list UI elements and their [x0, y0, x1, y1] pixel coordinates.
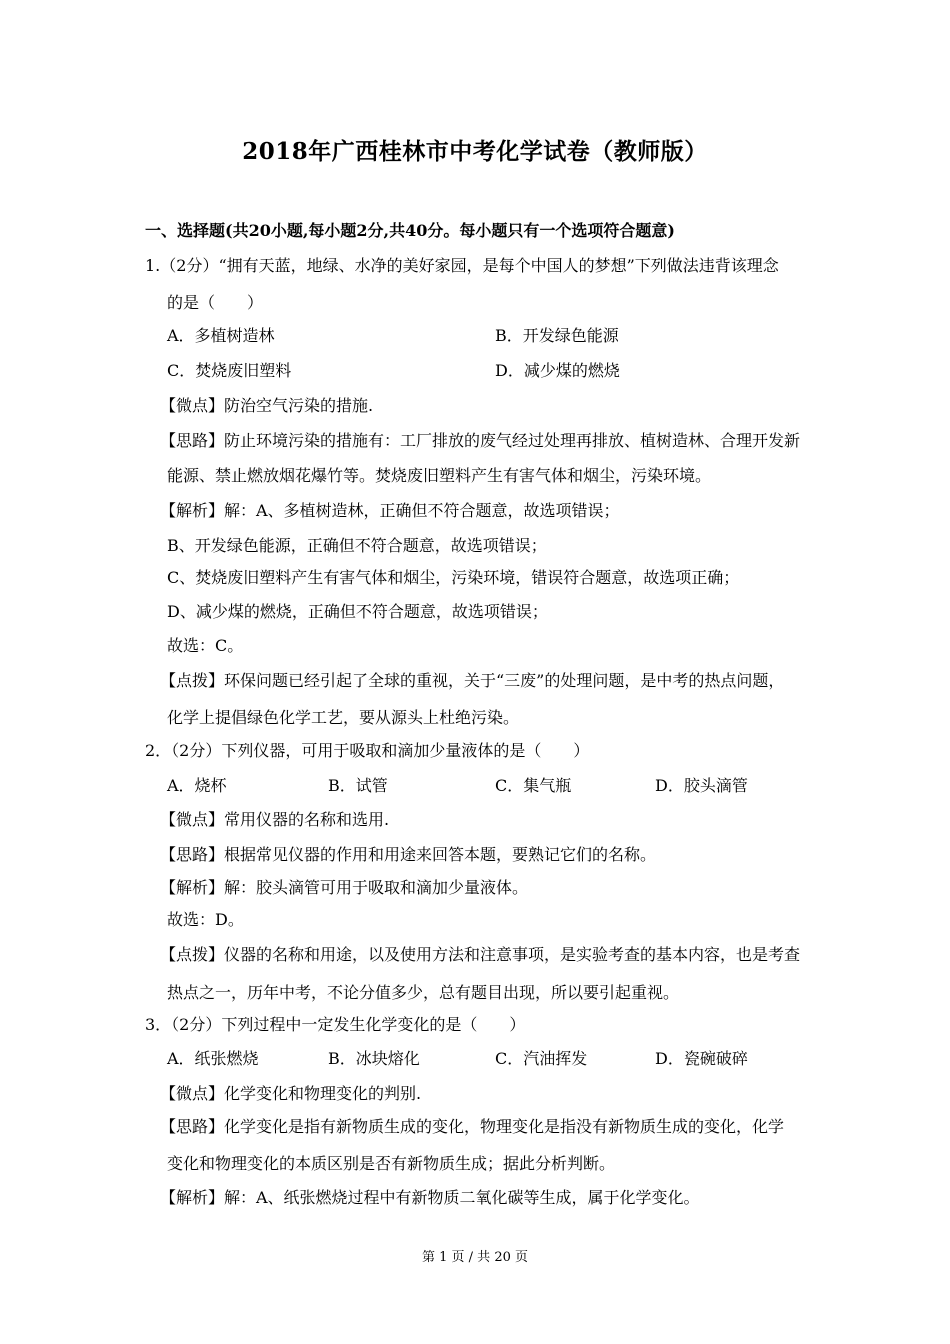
q3-approach-line2: 变化和物理变化的本质区别是否有新物质生成；据此分析判断。	[167, 1154, 616, 1173]
q2-stem: 2．（2分）下列仪器，可用于吸取和滴加少量液体的是（ ）	[145, 741, 590, 760]
q2-tip-line1: 【点拨】仪器的名称和用途，以及使用方法和注意事项，是实验考查的基本内容，也是考查	[160, 945, 801, 964]
q1-analysis-line4: D、减少煤的燃烧，正确但不符合题意，故选项错误；	[167, 602, 548, 621]
q1-knowledge-point: 【微点】防治空气污染的措施.	[160, 396, 374, 415]
q2-analysis: 【解析】解：胶头滴管可用于吸取和滴加少量液体。	[160, 878, 529, 897]
q3-option-d: D．瓷碗破碎	[655, 1049, 748, 1068]
q2-tip-line2: 热点之一，历年中考，不论分值多少，总有题目出现，所以要引起重视。	[167, 983, 680, 1002]
page-title: 2018年广西桂林市中考化学试卷（教师版）	[242, 138, 708, 165]
q1-tip-line2: 化学上提倡绿色化学工艺，要从源头上杜绝污染。	[167, 708, 520, 727]
q2-knowledge-point: 【微点】常用仪器的名称和选用.	[160, 810, 390, 829]
q2-option-d: D．胶头滴管	[655, 776, 748, 795]
q1-analysis-line1: 【解析】解：A、多植树造林，正确但不符合题意，故选项错误；	[160, 501, 620, 520]
q2-approach: 【思路】根据常见仪器的作用和用途来回答本题，要熟记它们的名称。	[160, 845, 657, 864]
q1-option-d: D．减少煤的燃烧	[495, 361, 620, 380]
q2-option-c: C．集气瓶	[495, 776, 572, 795]
q3-option-b: B．冰块熔化	[328, 1049, 420, 1068]
q3-approach-line1: 【思路】化学变化是指有新物质生成的变化，物理变化是指没有新物质生成的变化，化学	[160, 1117, 785, 1136]
page-footer: 第 1 页 / 共 20 页	[422, 1250, 528, 1265]
q2-option-b: B．试管	[328, 776, 388, 795]
q3-option-a: A．纸张燃烧	[167, 1049, 259, 1068]
q3-knowledge-point: 【微点】化学变化和物理变化的判别.	[160, 1084, 422, 1103]
q1-approach-line2: 能源、禁止燃放烟花爆竹等。焚烧废旧塑料产生有害气体和烟尘，污染环境。	[167, 466, 712, 485]
q1-stem-line2: 的是（ ）	[167, 293, 264, 312]
q1-option-c: C．焚烧废旧塑料	[167, 361, 292, 380]
q2-option-a: A．烧杯	[167, 776, 227, 795]
section-heading: 一、选择题(共20小题,每小题2分,共40分。每小题只有一个选项符合题意)	[145, 221, 675, 240]
q1-tip-line1: 【点拨】环保问题已经引起了全球的重视，关于“三废”的处理问题，是中考的热点问题，	[160, 671, 785, 690]
q1-answer: 故选：C。	[167, 636, 244, 655]
q1-option-a: A．多植树造林	[167, 326, 275, 345]
q1-analysis-line2: B、开发绿色能源，正确但不符合题意，故选项错误；	[167, 536, 547, 555]
q1-option-b: B．开发绿色能源	[495, 326, 619, 345]
q1-approach-line1: 【思路】防止环境污染的措施有：工厂排放的废气经过处理再排放、植树造林、合理开发新	[160, 431, 801, 450]
q2-answer: 故选：D。	[167, 910, 244, 929]
q3-analysis: 【解析】解：A、纸张燃烧过程中有新物质二氧化碳等生成，属于化学变化。	[160, 1188, 700, 1207]
q3-stem: 3．（2分）下列过程中一定发生化学变化的是（ ）	[145, 1015, 526, 1034]
q1-stem-line1: 1.（2分）“拥有天蓝，地绿、水净的美好家园，是每个中国人的梦想”下列做法违背该理念	[145, 256, 779, 275]
q1-analysis-line3: C、焚烧废旧塑料产生有害气体和烟尘，污染环境，错误符合题意，故选项正确；	[167, 568, 740, 587]
q3-option-c: C．汽油挥发	[495, 1049, 588, 1068]
